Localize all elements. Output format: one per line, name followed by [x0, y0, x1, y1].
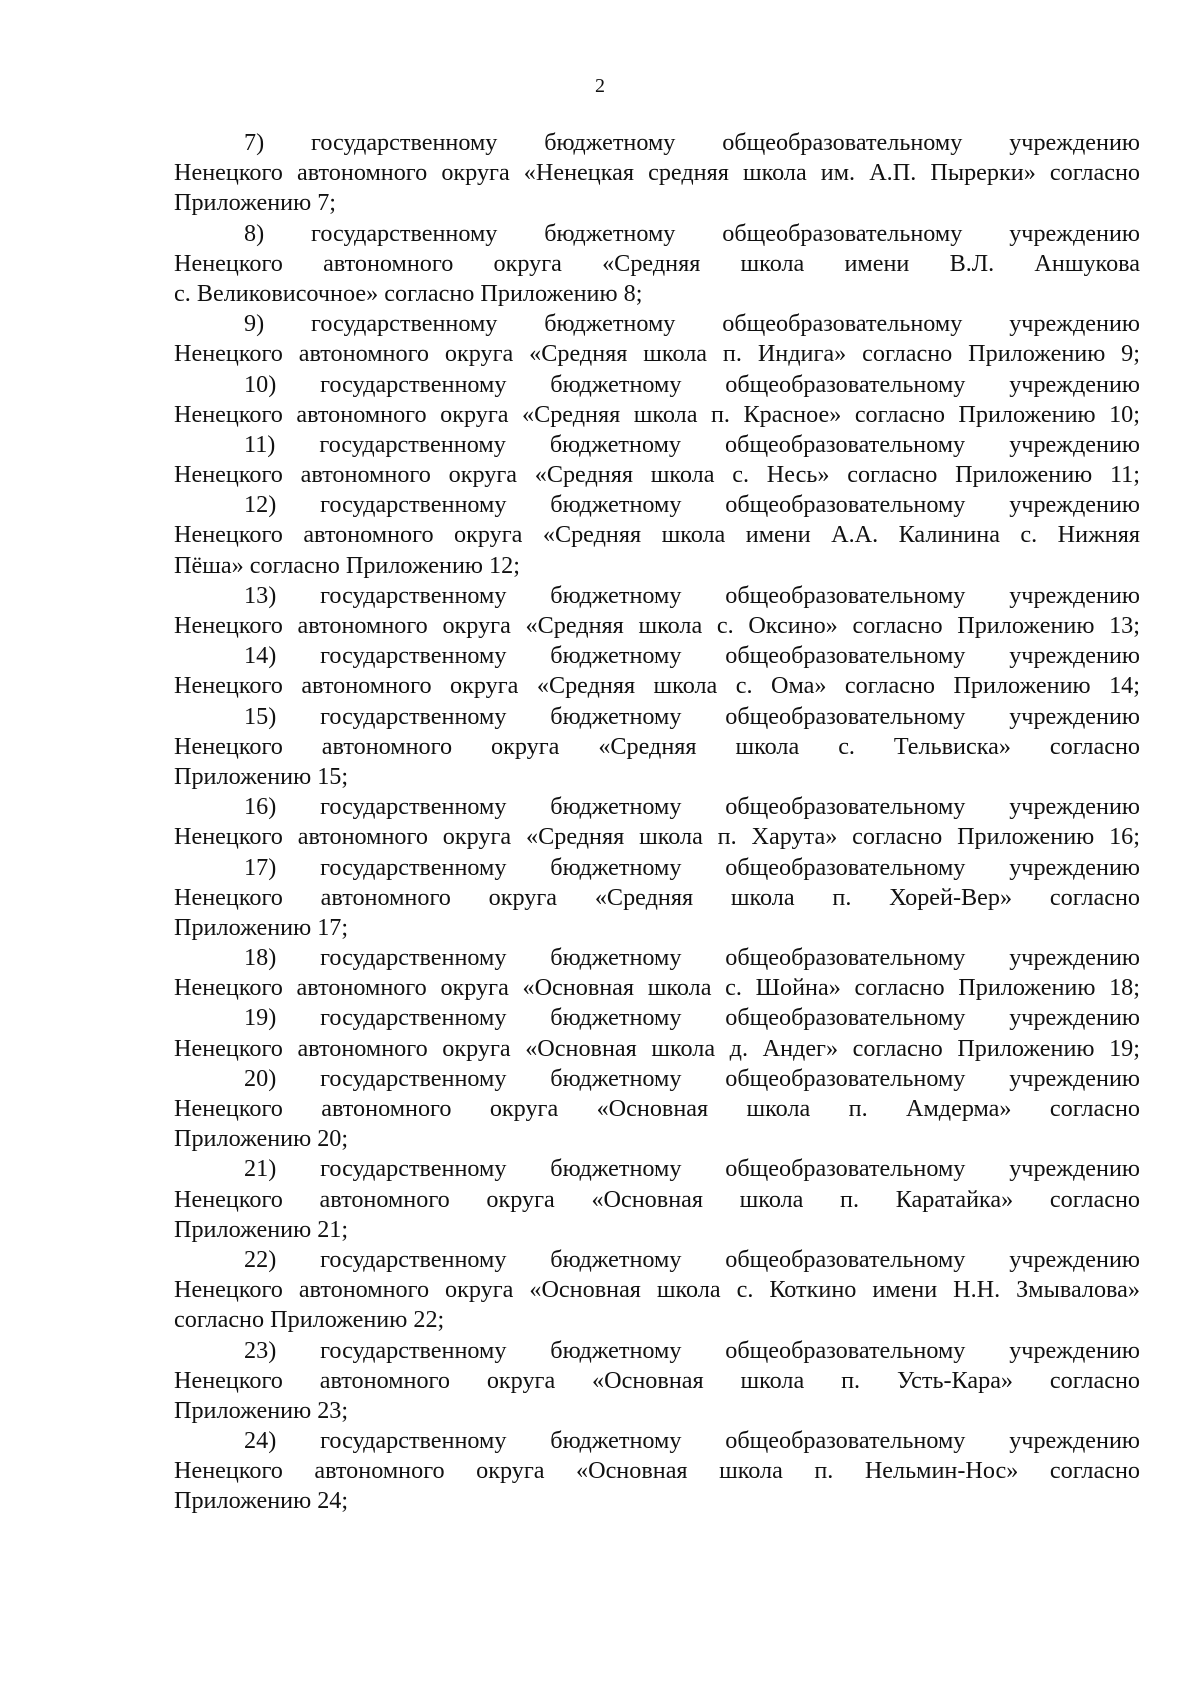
list-item-8-line-1: 8) государственному бюджетному общеобразовательному учреждению — [244, 219, 1140, 247]
list-item-20-line-1: 20) государственному бюджетному общеобразовательному учреждению — [244, 1064, 1140, 1092]
list-item-15-line-1: 15) государственному бюджетному общеобразовательному учреждению — [244, 702, 1140, 730]
list-item-14-line-2: Ненецкого автономного округа «Средняя школа с. Ома» согласно Приложению 14; — [174, 672, 1140, 700]
list-item-19 — [174, 1003, 1140, 1063]
list-item-11 — [174, 430, 1140, 490]
list-item-9-line-2: Ненецкого автономного округа «Средняя школа п. Индига» согласно Приложению 9; — [174, 340, 1140, 368]
list-item-8-line-2: Ненецкого автономного округа «Средняя школа имени В.Л. Аншукова — [174, 249, 1140, 277]
list-item-21-line-1: 21) государственному бюджетному общеобразовательному учреждению — [244, 1155, 1140, 1183]
list-item-24-line-3: Приложению 24; — [174, 1487, 349, 1515]
list-item-19-line-1: 19) государственному бюджетному общеобразовательному учреждению — [244, 1004, 1140, 1032]
list-item-22-line-2: Ненецкого автономного округа «Основная школа с. Коткино имени Н.Н. Змывалова» — [174, 1276, 1140, 1304]
list-item-17 — [174, 853, 1140, 944]
list-item-23-line-3: Приложению 23; — [174, 1396, 349, 1424]
list-item-10-line-2: Ненецкого автономного округа «Средняя школа п. Красное» согласно Приложению 10; — [174, 400, 1140, 428]
list-item-12-line-1: 12) государственному бюджетному общеобразовательному учреждению — [244, 491, 1140, 519]
list-item-11-line-1: 11) государственному бюджетному общеобразовательному учреждению — [244, 430, 1140, 458]
list-item-18-line-1: 18) государственному бюджетному общеобразовательному учреждению — [244, 944, 1140, 972]
list-item-15 — [174, 702, 1140, 793]
list-item-15-line-3: Приложению 15; — [174, 762, 349, 790]
list-item-7-line-2: Ненецкого автономного округа «Ненецкая средняя школа им. А.П. Пырерки» согласно — [174, 159, 1140, 187]
list-item-7-line-1: 7) государственному бюджетному общеобразовательному учреждению — [244, 129, 1140, 156]
list-item-22-line-3: согласно Приложению 22; — [174, 1306, 445, 1334]
list-item-24-line-2: Ненецкого автономного округа «Основная школа п. Нельмин-Нос» согласно — [174, 1457, 1140, 1485]
list-item-12-line-2: Ненецкого автономного округа «Средняя школа имени А.А. Калинина с. Нижняя — [174, 521, 1140, 549]
list-item-20-line-3: Приложению 20; — [174, 1125, 349, 1153]
list-item-17-line-3: Приложению 17; — [174, 913, 349, 941]
list-item-19-line-2: Ненецкого автономного округа «Основная школа д. Андег» согласно Приложению 19; — [174, 1034, 1140, 1062]
list-item-20-line-2: Ненецкого автономного округа «Основная школа п. Амдерма» согласно — [174, 1095, 1140, 1122]
list-item-16-line-1: 16) государственному бюджетному общеобразовательному учреждению — [244, 793, 1140, 821]
list-item-15-line-2: Ненецкого автономного округа «Средняя школа с. Тельвиска» согласно — [174, 732, 1140, 760]
page-number: 2 — [595, 75, 605, 97]
list-item-18-line-2: Ненецкого автономного округа «Основная школа с. Шойна» согласно Приложению 18; — [174, 974, 1140, 1002]
list-item-23-line-2: Ненецкого автономного округа «Основная школа п. Усть-Кара» согласно — [174, 1366, 1140, 1394]
list-item-23 — [174, 1336, 1140, 1427]
list-item-14 — [174, 641, 1140, 701]
list-item-14-line-1: 14) государственному бюджетному общеобразовательному учреждению — [244, 642, 1140, 670]
numbered-appendix-list — [174, 128, 1140, 1517]
list-item-11-line-2: Ненецкого автономного округа «Средняя школа с. Несь» согласно Приложению 11; — [174, 461, 1140, 489]
list-item-21 — [174, 1154, 1140, 1245]
list-item-17-line-2: Ненецкого автономного округа «Средняя школа п. Хорей-Вер» согласно — [174, 883, 1140, 911]
list-item-18 — [174, 943, 1140, 1003]
list-item-24 — [174, 1426, 1140, 1517]
list-item-10 — [174, 370, 1140, 430]
list-item-17-line-1: 17) государственному бюджетному общеобразовательному учреждению — [244, 853, 1140, 881]
list-item-7-line-3: Приложению 7; — [174, 189, 337, 217]
list-item-13-line-2: Ненецкого автономного округа «Средняя школа с. Оксино» согласно Приложению 13; — [174, 612, 1140, 639]
list-item-21-line-2: Ненецкого автономного округа «Основная школа п. Каратайка» согласно — [174, 1185, 1140, 1213]
list-item-8 — [174, 219, 1140, 310]
list-item-22-line-1: 22) государственному бюджетному общеобразовательному учреждению — [244, 1245, 1140, 1273]
list-item-22 — [174, 1245, 1140, 1336]
list-item-13 — [174, 581, 1140, 641]
list-item-10-line-1: 10) государственному бюджетному общеобразовательному учреждению — [244, 370, 1140, 398]
list-item-9 — [174, 309, 1140, 369]
list-item-16 — [174, 792, 1140, 852]
list-item-7 — [174, 128, 1140, 219]
list-item-12-line-3: Пёша» согласно Приложению 12; — [174, 551, 520, 579]
list-item-12 — [174, 490, 1140, 581]
list-item-24-line-1: 24) государственному бюджетному общеобразовательному учреждению — [244, 1427, 1140, 1455]
list-item-13-line-1: 13) государственному бюджетному общеобразовательному учреждению — [244, 581, 1140, 609]
list-item-21-line-3: Приложению 21; — [174, 1215, 349, 1243]
list-item-9-line-1: 9) государственному бюджетному общеобразовательному учреждению — [244, 310, 1140, 338]
list-item-16-line-2: Ненецкого автономного округа «Средняя школа п. Харута» согласно Приложению 16; — [174, 823, 1140, 851]
list-item-20 — [174, 1064, 1140, 1155]
list-item-23-line-1: 23) государственному бюджетному общеобразовательному учреждению — [244, 1336, 1140, 1364]
list-item-8-line-3: с. Великовисочное» согласно Приложению 8; — [174, 279, 643, 307]
